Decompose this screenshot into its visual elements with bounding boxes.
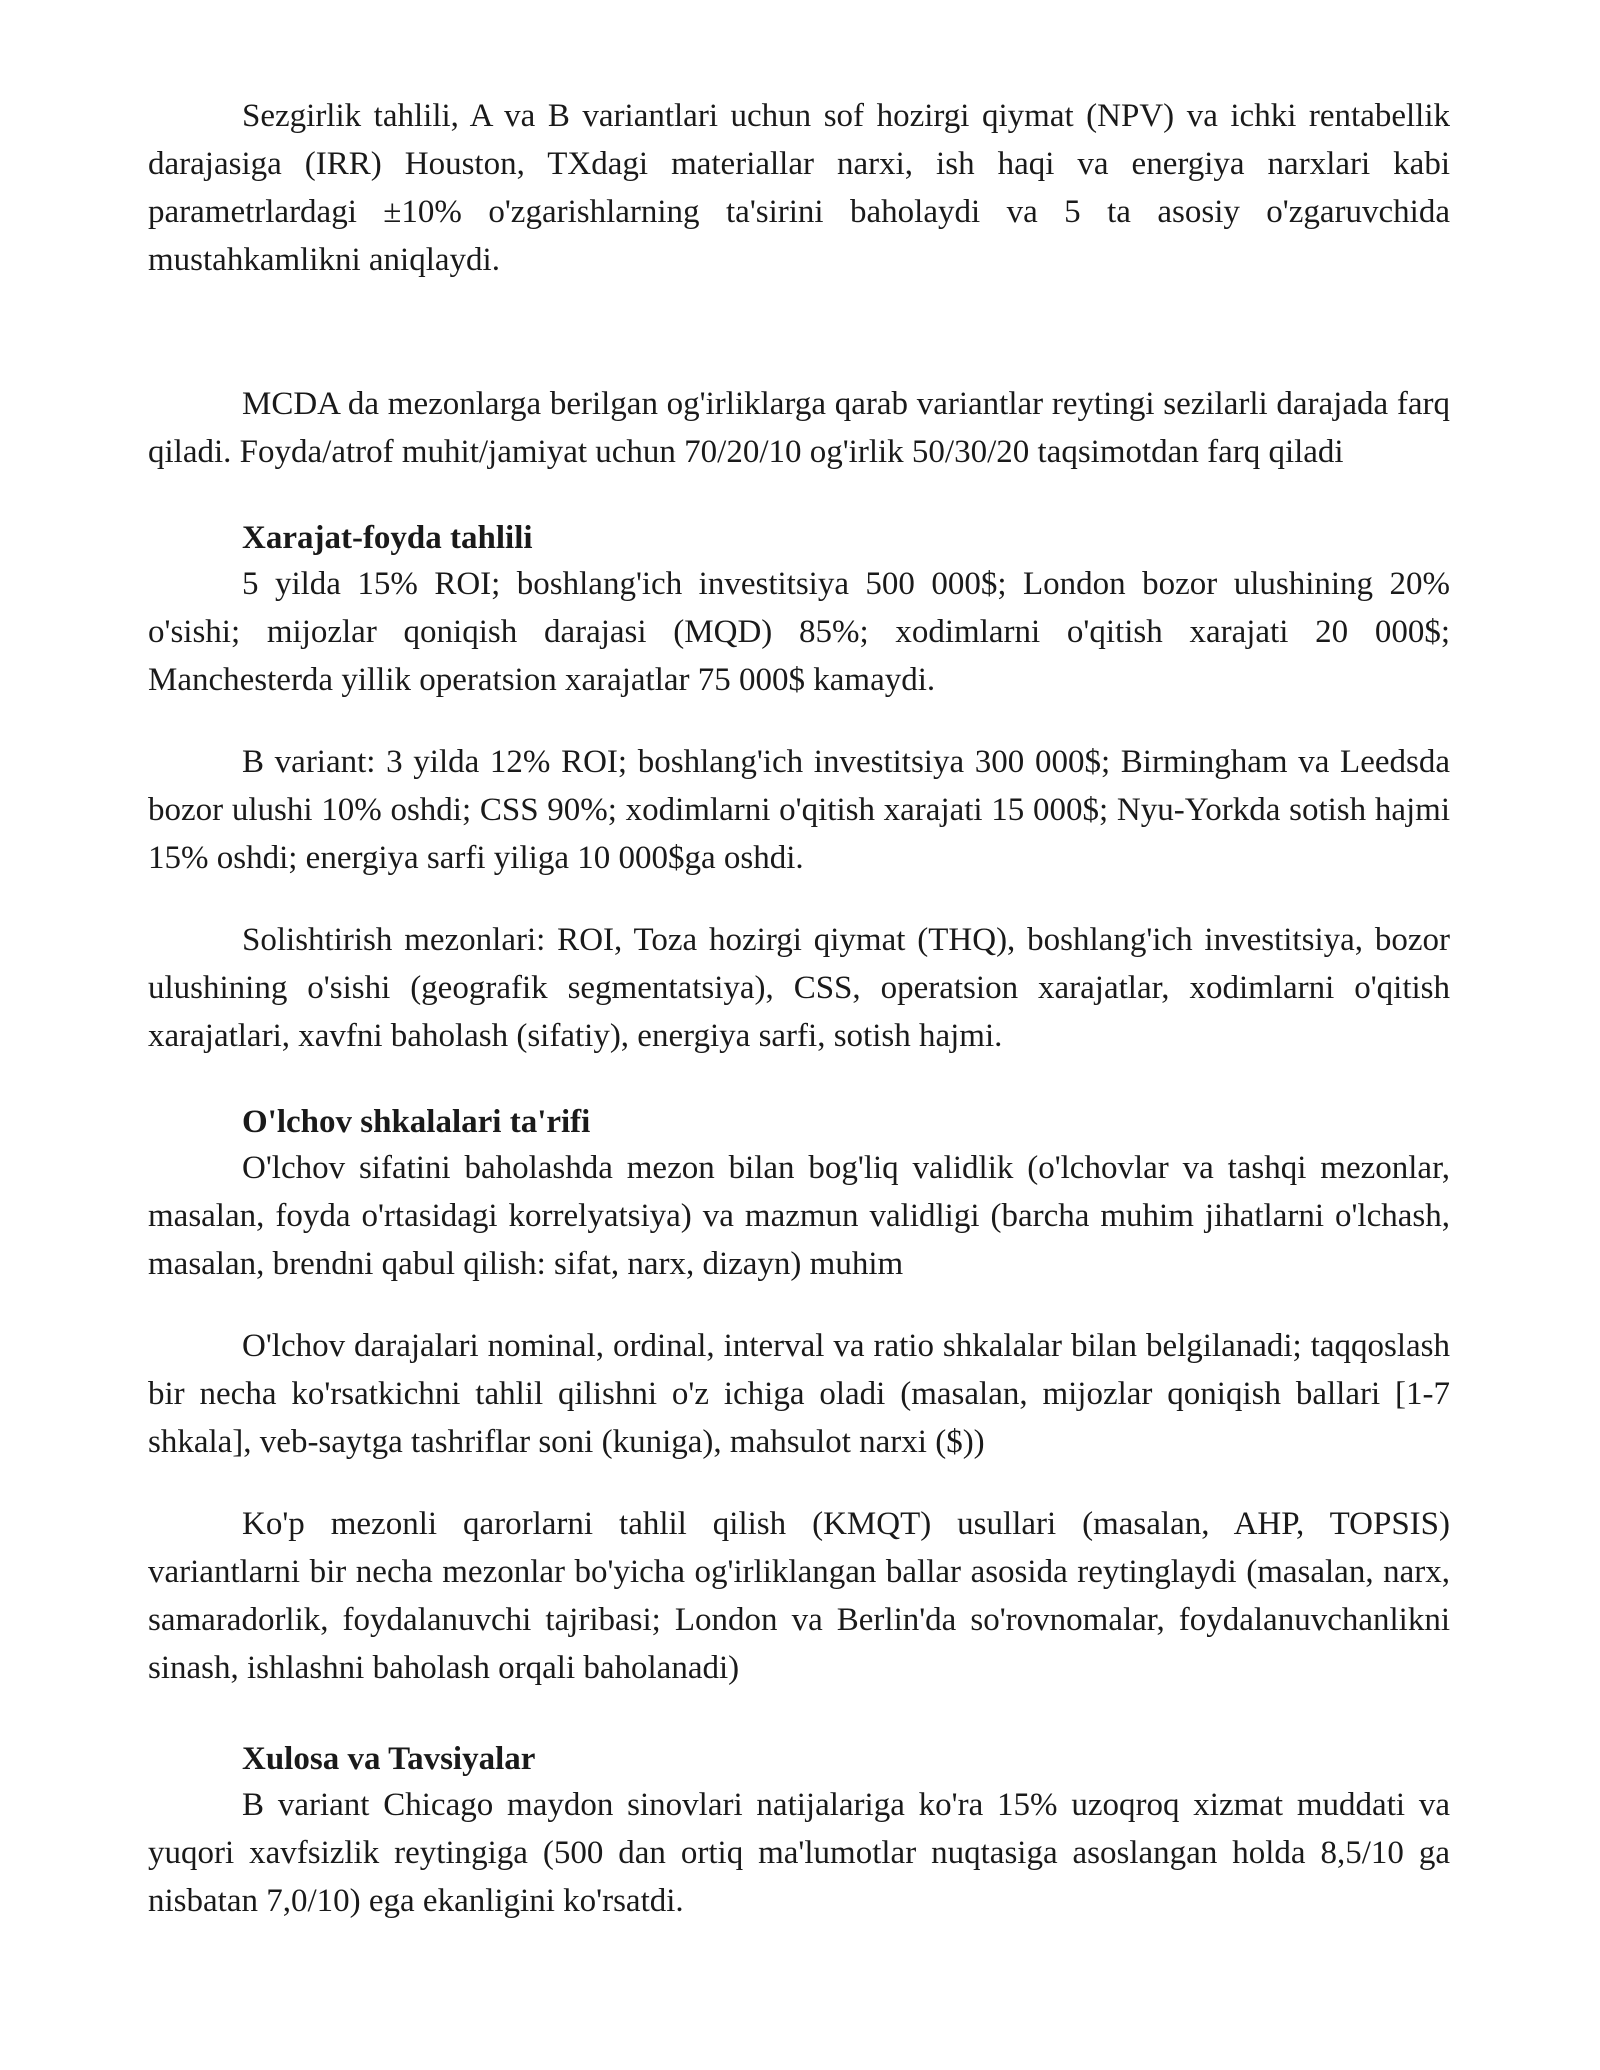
spacer xyxy=(148,704,1450,738)
paragraph-kmqt-methods: Ko'p mezonli qarorlarni tahlil qilish (KMQT) usullari (masalan, AHP, TOPSIS) variantlarni bir necha mezonlar bo'yicha og'irliklangan ballar asosida reytinglaydi (masalan, narx, samaradorlik, foydalanuvchi tajribasi; London va Berlin'da so'rovnomalar, foydalanuvchanlikni sinash, ishlashni baholash orqali baholanadi) xyxy=(148,1506,1450,1686)
paragraph-comparison-criteria: Solishtirish mezonlari: ROI, Toza hozirgi qiymat (THQ), boshlang'ich investitsiya, bozor ulushining o'sishi (geografik segmentatsiya), CSS, operatsion xarajatlar, xodimlarni o'qitish xarajatlari, xavfni baholash (sifatiy), energiya sarfi, sotish hajmi. xyxy=(148,922,1450,1054)
spacer xyxy=(148,1060,1450,1100)
paragraph-option-a: 5 yilda 15% ROI; boshlang'ich investitsiya 500 000$; London bozor ulushining 20% o'sishi; mijozlar qoniqish darajasi (MQD) 85%; xodimlarni o'qitish xarajati 20 000$; Manchesterda yillik operatsion xarajatlar 75 000$ kamaydi. xyxy=(148,566,1450,698)
spacer xyxy=(148,1288,1450,1322)
paragraph-measurement-validity: O'lchov sifatini baholashda mezon bilan bog'liq validlik (o'lchovlar va tashqi mezonlar, masalan, foyda o'rtasidagi korrelyatsiya) va mazmun validligi (barcha muhim jihatlarni o'lchash, masalan, brendni qabul qilish: sifat, narx, dizayn) muhim xyxy=(148,1150,1450,1282)
heading-measurement-scales: O'lchov shkalalari ta'rifi xyxy=(242,1104,591,1140)
paragraph-option-b: B variant: 3 yilda 12% ROI; boshlang'ich investitsiya 300 000$; Birmingham va Leedsda bozor ulushi 10% oshdi; CSS 90%; xodimlarni o'qitish xarajati 15 000$; Nyu-Yorkda sotish hajmi 15% oshdi; energiya sarfi yiliga 10 000$ga oshdi. xyxy=(148,744,1450,876)
paragraph-conclusion-option-b: B variant Chicago maydon sinovlari natijalariga ko'ra 15% uzoqroq xizmat muddati va yuqori xavfsizlik reytingiga (500 dan ortiq ma'lumotlar nuqtasiga asoslangan holda 8,5/10 ga nisbatan 7,0/10) ega ekanligini ko'rsatdi. xyxy=(148,1787,1450,1919)
spacer xyxy=(148,284,1450,380)
spacer xyxy=(148,476,1450,516)
paragraph-sensitivity-analysis: Sezgirlik tahlili, A va B variantlari uchun sof hozirgi qiymat (NPV) va ichki rentabellik darajasiga (IRR) Houston, TXdagi materiallar narxi, ish haqi va energiya narxlari kabi parametrlardagi ±10% o'zgarishlarning ta'sirini baholaydi va 5 ta asosiy o'zgaruvchida mustahkamlikni aniqlaydi. xyxy=(148,98,1450,278)
heading-conclusions: Xulosa va Tavsiyalar xyxy=(242,1741,536,1777)
paragraph-mcda: MCDA da mezonlarga berilgan og'irliklarga qarab variantlar reytingi sezilarli darajada farq qiladi. Foyda/atrof muhit/jamiyat uchun 70/20/10 og'irlik 50/30/20 taqsimotdan farq qiladi xyxy=(148,386,1450,470)
spacer xyxy=(148,1692,1450,1737)
spacer xyxy=(148,882,1450,916)
spacer xyxy=(148,1466,1450,1500)
heading-cost-benefit: Xarajat-foyda tahlili xyxy=(242,520,533,556)
document-page xyxy=(148,92,1450,1925)
paragraph-measurement-levels: O'lchov darajalari nominal, ordinal, interval va ratio shkalalar bilan belgilanadi; taqqoslash bir necha ko'rsatkichni tahlil qilishni o'z ichiga oladi (masalan, mijozlar qoniqish ballari [1-7 shkala], veb-saytga tashriflar soni (kuniga), mahsulot narxi ($)) xyxy=(148,1328,1450,1460)
